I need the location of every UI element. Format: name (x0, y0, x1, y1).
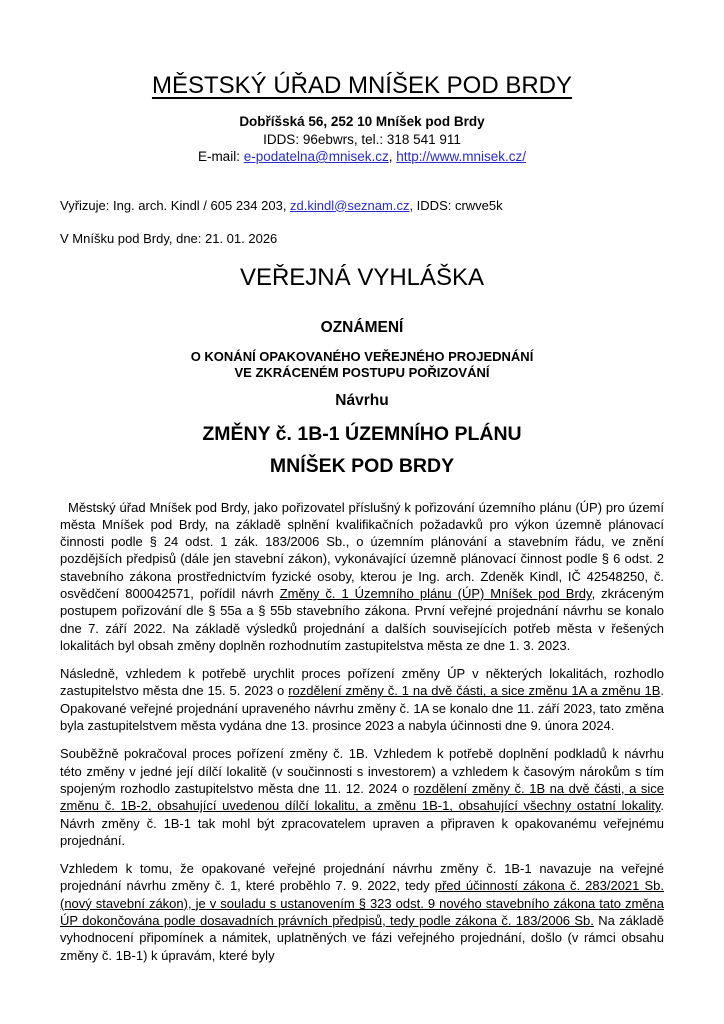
plan-title-line-2: MNÍŠEK POD BRDY (269, 454, 455, 477)
handler-prefix: Vyřizuje: Ing. arch. Kindl / 605 234 203, (60, 197, 291, 213)
announcement-heading (60, 349, 664, 381)
email-link[interactable]: e-podatelna@mnisek.cz (243, 149, 389, 164)
date-line: V Mníšku pod Brdy, dne: 21. 01. 2026 (60, 230, 278, 246)
announcement-line-1: O KONÁNÍ OPAKOVANÉHO VEŘEJNÉHO PROJEDNÁNÍ (190, 348, 534, 364)
paragraph-4 (60, 860, 664, 964)
text-segment: Na základě vyhodnocení připomínek a námitek, uplatněných ve fázi veřejného projednání, došlo (v rámci obsahu změny č. 1B-1) k úpravám, které byly (60, 913, 664, 963)
handler-suffix: , IDDS: crwve5k (409, 197, 503, 213)
office-title (60, 72, 664, 100)
draft-label: Návrhu (335, 391, 389, 409)
paragraph-2 (60, 665, 664, 734)
website-link[interactable]: http://www.mnisek.cz/ (396, 149, 527, 164)
handler-email-link[interactable]: zd.kindl@seznam.cz (290, 197, 410, 213)
subtitle: OZNÁMENÍ (320, 318, 404, 336)
paragraph-1 (60, 499, 664, 655)
text-segment: , zkráceným postupem pořizování dle § 55a a § 55b stavebního zákona. První veřejné projednání návrhu se konalo dne 7. září 2022. Na základě výsledků projednání a dalších souvisejících potřeb města v řešených lokalitách byl obsah změny doplněn rozhodnutím zastupitelstva města ze dne 1. 3. 2023. (60, 585, 664, 653)
document-body (60, 499, 664, 964)
office-idds-phone: IDDS: 96ebwrs, tel.: 318 541 911 (263, 131, 461, 147)
underlined-text-segment: rozdělení změny č. 1B na dvě části, a sice změnu č. 1B-2, obsahující uvedenou dílčí lokalitu, a změnu 1B-1, obsahující všechny ostatní lokality (60, 780, 664, 814)
underlined-text-segment: rozdělení změny č. 1 na dvě části, a sice změnu 1A a změnu 1B (288, 683, 661, 699)
text-segment: Městský úřad Mníšek pod Brdy, jako pořizovatel příslušný k pořizování územního plánu (ÚP) pro území města Mníšek pod Brdy, na základě splnění kvalifikačních požadavků pro výkon územně plánovací činnosti podle § 24 odst. 1 zák. 183/2006 Sb., o územním plánování a stavebním řádu, ve znění pozdějších předpisů (dále jen stavební zákon), vykonávající územně plánovací činnost podle § 6 odst. 2 stavebního zákona prostřednictvím fyzické osoby, kterou je Ing. arch. Zdeněk Kindl, IČ 42548250, č. osvědčení 800042571, pořídil návrh (60, 499, 664, 601)
underlined-text-segment: Změny č. 1 Územního plánu (ÚP) Mníšek pod Brdy (279, 585, 592, 601)
plan-title-line-1: ZMĚNY č. 1B-1 ÚZEMNÍHO PLÁNU (202, 422, 522, 445)
announcement-line-2: VE ZKRÁCENÉM POSTUPU POŘIZOVÁNÍ (234, 364, 490, 380)
text-segment: . Návrh změny č. 1B-1 tak mohl být zpracovatelem upraven a připraven k opakovanému veřejnému projednání. (60, 798, 664, 848)
text-segment: Vzhledem k tomu, že opakované veřejné projednání návrhu změny č. 1B-1 navazuje na veřejné projednání návrhu změny č. 1, které proběhlo 7. 9. 2022, tedy (60, 861, 664, 894)
handler-line (60, 197, 664, 214)
office-contact-line (60, 148, 664, 166)
plan-title (60, 418, 664, 482)
office-address: Dobříšská 56, 252 10 Mníšek pod Brdy (239, 114, 485, 129)
link-separator: , (388, 149, 397, 164)
text-segment: Následně, vzhledem k potřebě urychlit proces pořízení změny ÚP v některých lokalitách, rozhodlo zastupitelstvo města dne 15. 5. 2023 o (60, 666, 664, 699)
paragraph-3 (60, 745, 664, 849)
underlined-text-segment: před účinností zákona č. 283/2021 Sb. (nový stavební zákon), je v souladu s ustanovením § 323 odst. 9 nového stavebního zákona tato změna ÚP dokončována podle dosavadních právních předpisů, tedy podle zákona č. 183/2006 Sb. (60, 878, 664, 929)
text-segment: . Opakované veřejné projednání upraveného návrhu změny č. 1A se konalo dne 11. září 2023, tato změna byla zastupitelstvem města vydána dne 13. prosince 2023 a nabyla účinnosti dne 9. února 2024. (60, 683, 665, 734)
text-segment: Souběžně pokračoval proces pořízení změny č. 1B. Vzhledem k potřebě doplnění podkladů k návrhu této změny v jedné její dílčí lokalitě (v součinnosti s investorem) a vzhledem k časovým nárokům s tím spojeným rozhodlo zastupitelstvo města dne 11. 12. 2024 o (60, 746, 664, 796)
email-label: E-mail: (197, 149, 240, 164)
office-title-text: MĚSTSKÝ ÚŘAD MNÍŠEK POD BRDY (151, 72, 573, 99)
main-title: VEŘEJNÁ VYHLÁŠKA (239, 263, 485, 291)
